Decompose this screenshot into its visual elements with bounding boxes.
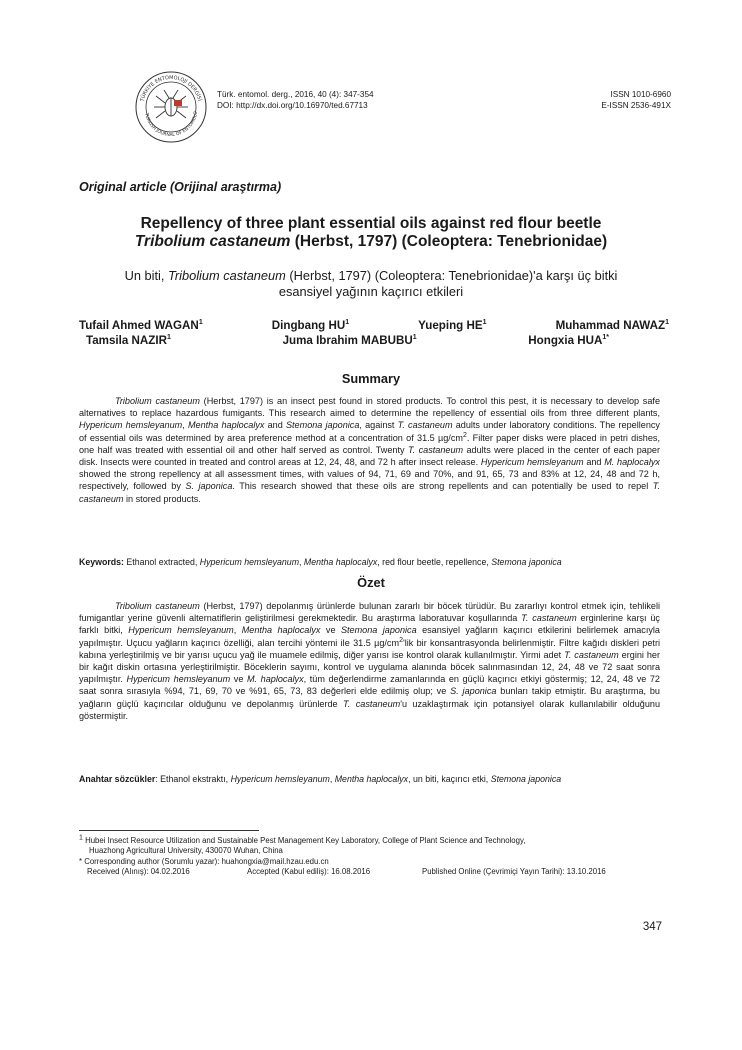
author: Tufail Ahmed WAGAN$^1$ (79, 319, 203, 332)
author-row-1 (79, 318, 669, 333)
journal-seal-icon (134, 70, 208, 144)
journal-header-left (217, 89, 374, 111)
journal-citation: Türk. entomol. derg., 2016, 40 (4): 347-354 (217, 90, 374, 99)
author: Hongxia $HUA^{1*}$ (528, 334, 609, 347)
svg-text:TURKISH JOURNAL OF ENTOMOLOGY: TURKISH JOURNAL OF ENTOMOLO (143, 111, 200, 139)
doi-link[interactable]: DOI: http://dx.doi.org/10.16970/ted.67713 (217, 101, 368, 110)
journal-logo (134, 70, 208, 144)
title-line-2: Tribolium castaneum (Herbst, 1797) (Coleoptera: Tenebrionidae) (134, 233, 608, 250)
ozet-heading: Özet (357, 575, 385, 590)
issn: ISSN 1010-6960 (610, 90, 671, 99)
eissn: E-ISSN 2536-491X (601, 101, 671, 110)
footnote-divider (79, 830, 259, 831)
corresponding-author: * Corresponding author (Sorumlu yazar): huahongxia@mail.hzau.edu.cn (79, 856, 329, 866)
author: Juma Ibrahim MABUBU$^1$ (282, 334, 417, 347)
ozet-text: Tribolium castaneum (Herbst, 1797) depolanmış ürünlerde bulunan zararlı bir böcek türüdür. Bu zararlıyı kontrol etmek için, tehlikeli fumigantlar yerine güvenli alternatiflerin geliştirilmesi gerekmektedir. Bu araştırma laboratuvar koşullarında T. castaneum erginlerine karşı üç farklı bitki, Hypericum hemsleyanum, Mentha haplocalyx ve Stemona japonica esansiyel yağların kaçırıcı etkilerini belirlemek amacıyla yapılmıştır. Uçucu yağların kaçırıcı özelliği, alan tercihi yöntemi ile 31.5 $\mu g/cm^2'lik$ bir konsantrasyonda belirlenmiştir. Filtre kağıdı diskleri petri kabına yerleştirilmiş ve bir yarısı uçucu yağ ile muamele edilmiş, diğer yarısı ise kontrol olarak kullanılmıştır. Yirmi adet T. castaneum ergini her bir kağıt diskin ortasına yerleştirilmiştir. Böceklerin sayımı, kontrol ve uygulama alanında böcek salınmasından 12, 24, 48 ve 72 saat sonra yapılmıştır. Hypericum hemsleyanum ve M. haplocalyx, tüm değerlendirme zamanlarında en güçlü kaçırıcı etkiyi göstermiş; 12, 24, 48 ve 72 saat sonra sırasıyla %94, 71, 69, 70 ve %91, 65, 73, 83 değerleri elde edilmiş olup; ve S. japonica bunları takip etmiştir. Bu araştırma, bu yağların güçlü kaçırıcılar olduğunu ve depolanmış ürünlerde T. castaneum'u uzaklaştırmak için potansiyel olarak kullanılabilir olduğunu göstermiştir. (79, 601, 661, 721)
author: Muhammad NAWAZ$^1$ (555, 319, 669, 332)
page-number: 347 (642, 921, 662, 933)
article-subtitle: Un biti, Tribolium castaneum (Herbst, 1797) (Coleoptera: Tenebrionidae)'a karşı üç bitki esansiyel yağının kaçırıcı etkileri (124, 268, 618, 299)
author-list (79, 318, 669, 348)
author: Yueping $HE^1$ (418, 319, 487, 332)
anahtar-sozcukler: Anahtar sözcükler: Ethanol ekstraktı, Hypericum hemsleyanum, Mentha haplocalyx, un biti, kaçırıcı etki, Stemona japonica (79, 774, 562, 784)
article-title (60, 215, 682, 251)
keywords: Keywords: Ethanol extracted, Hypericum hemsleyanum, Mentha haplocalyx, red flour beetle, repellence, Stemona japonica (79, 557, 562, 567)
footnotes: $^1$ Hubei Insect Resource Utilization and Sustainable Pest Management Key Laboratory, College of Plant Science and Technology, Huazhong Agricultural University, 430070 Wuhan, China * Corresponding author (Sorumlu yazar): huahongxia@mail.hzau.edu.cn Received (Alınış): 04.02.2016 Accepted (Kabul ediliş): 16.08.2016 Published Online (Çevrimiçi Yayın Tarihi): 13.10.2016 (79, 836, 669, 878)
journal-header-right (601, 89, 671, 111)
affiliation-footnote: $^1$ Hubei Insect Resource Utilization and Sustainable Pest Management Key Laboratory, College of Plant Science and Technology, (79, 834, 526, 845)
svg-text:TÜRKİYE ENTOMOLOJİ DERGİSİ: TÜRKİYE ENTOMOLOJİ DERGİSİ (139, 74, 203, 103)
title-line-1: Repellency of three plant essential oils against red flour beetle (140, 215, 602, 232)
summary-heading: Summary (341, 371, 401, 386)
author: Tamsila NAZIR$^1$ (86, 334, 171, 347)
article-dates: Received (Alınış): 04.02.2016 Accepted (Kabul ediliş): 16.08.2016 Published Online (Çevrimiçi Yayın Tarihi): 13.10.2016 (87, 867, 606, 877)
author: Dingbang $HU^1$ (271, 319, 350, 332)
article-type: Original article (Orijinal araştırma) (79, 180, 282, 194)
author-row-2 (79, 333, 669, 348)
summary-text: Tribolium castaneum (Herbst, 1797) is an insect pest found in stored products. To control this pest, it is necessary to develop safe alternatives to replace hazardous fumigants. This research aimed to determine the repellency of essential oils from three different plants, Hypericum hemsleyanum, Mentha haplocalyx and Stemona japonica, against T. castaneum adults under laboratory conditions. The repellency of essential oils was determined by area preference method at a concentration of 31.5 $\mu g/cm^2$. Filter paper disks were placed in petri dishes, one half was treated with essential oil and other half served as control. Twenty T. castaneum adults were placed in the center of each paper disk. Insects were counted in treated and control areas at 12, 24, 48, and 72 h after insect release. Hypericum hemsleyanum and M. haplocalyx showed the strong repellency at all assessment times, with values of 94, 71, 69 and 70%, and 91, 65, 73 and 83% at 12, 24, 48 and 72 h, respectively, followed by S. japonica. This research showed that these oils are strong repellents and can potentially be used to repel T. castaneum in stored products. (79, 396, 660, 504)
